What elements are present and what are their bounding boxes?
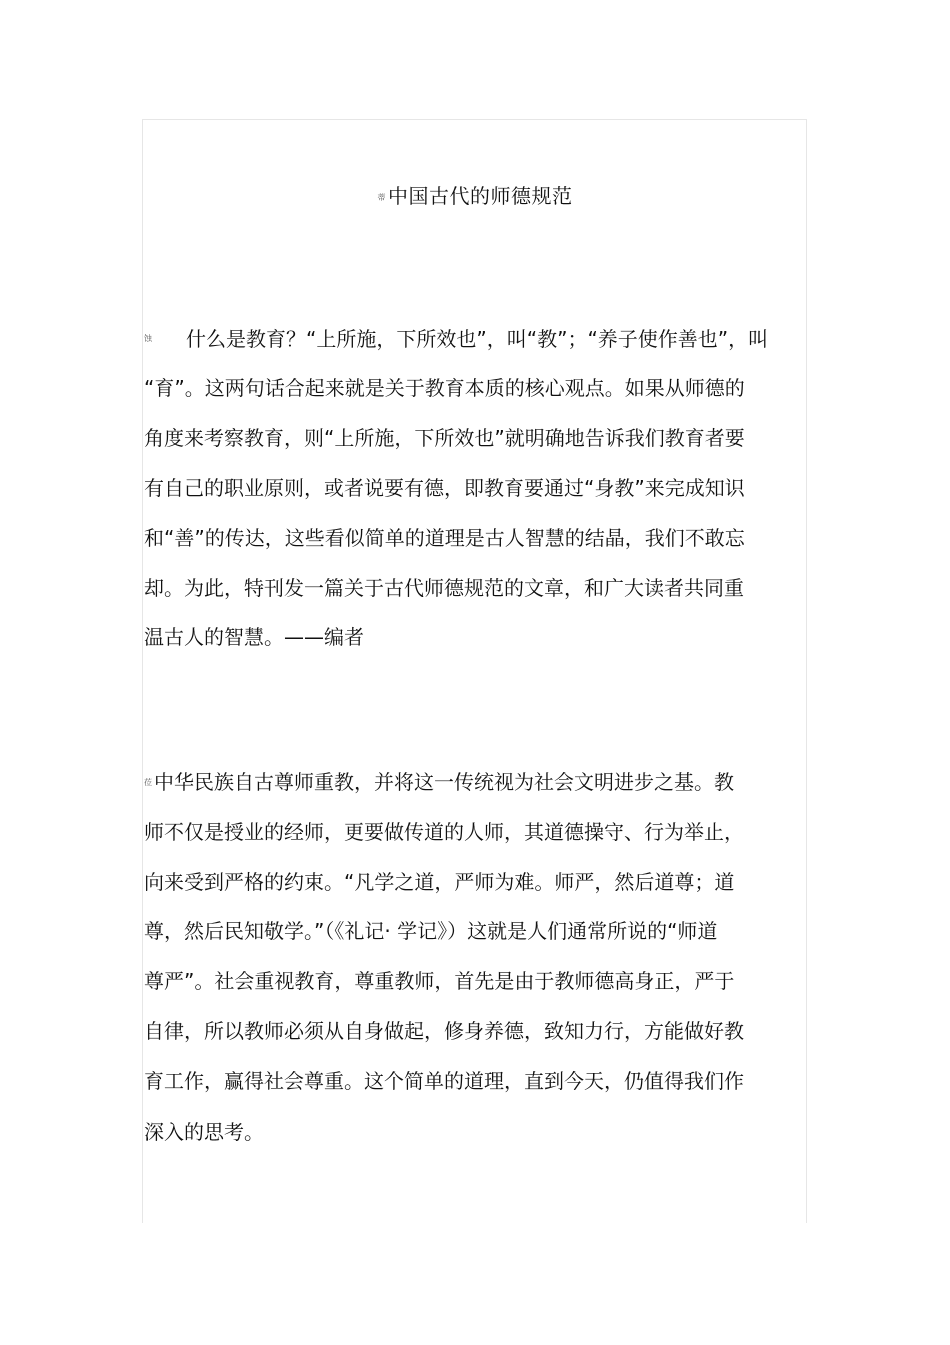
- paragraph-line: 尊严”。社会重视教育，尊重教师，首先是由于教师德高身正，严于: [144, 969, 735, 993]
- editor-note-line: 温古人的智慧。——编者: [144, 625, 364, 649]
- paragraph-line: 师不仅是授业的经师，更要做传道的人师，其道德操守、行为举止，: [144, 820, 744, 844]
- paragraph-mark: 莅: [144, 778, 152, 787]
- editor-note-line: 角度来考察教育，则“上所施，下所效也”就明确地告诉我们教育者要: [144, 426, 745, 450]
- editor-note-line: 什么是教育？“上所施，下所效也”，叫“教”；“养子使作善也”，叫: [186, 327, 769, 351]
- paragraph-line: 育工作，赢得社会尊重。这个简单的道理，直到今天，仍值得我们作: [144, 1069, 744, 1093]
- paragraph-line: 深入的思考。: [144, 1120, 264, 1144]
- title-mark: 蒂: [377, 193, 386, 202]
- paragraph-line: 自律，所以教师必须从自身做起，修身养德，致知力行，方能做好教: [144, 1019, 744, 1043]
- editor-note-line: 和“善”的传达，这些看似简单的道理是古人智慧的结晶，我们不敢忘: [144, 526, 745, 550]
- paragraph-line: 尊，然后民知敬学。”（《礼记· 学记》）这就是人们通常所说的“师道: [144, 919, 718, 943]
- editor-note-line: 有自己的职业原则，或者说要有德，即教育要通过“身教”来完成知识: [144, 476, 745, 500]
- document-title: [0, 180, 950, 209]
- title-text: 中国古代的师德规范: [388, 184, 573, 208]
- paragraph-line: 向来受到严格的约束。“凡学之道，严师为难。师严，然后道尊；道: [144, 870, 735, 894]
- editor-note-line: 却。为此，特刊发一篇关于古代师德规范的文章，和广大读者共同重: [144, 576, 744, 600]
- editor-note-line: “育”。这两句话合起来就是关于教育本质的核心观点。如果从师德的: [144, 376, 745, 400]
- page-frame: [142, 119, 807, 1223]
- editor-note-mark: 蚀: [144, 334, 152, 343]
- paragraph-line: 中华民族自古尊师重教，并将这一传统视为社会文明进步之基。教: [154, 770, 734, 794]
